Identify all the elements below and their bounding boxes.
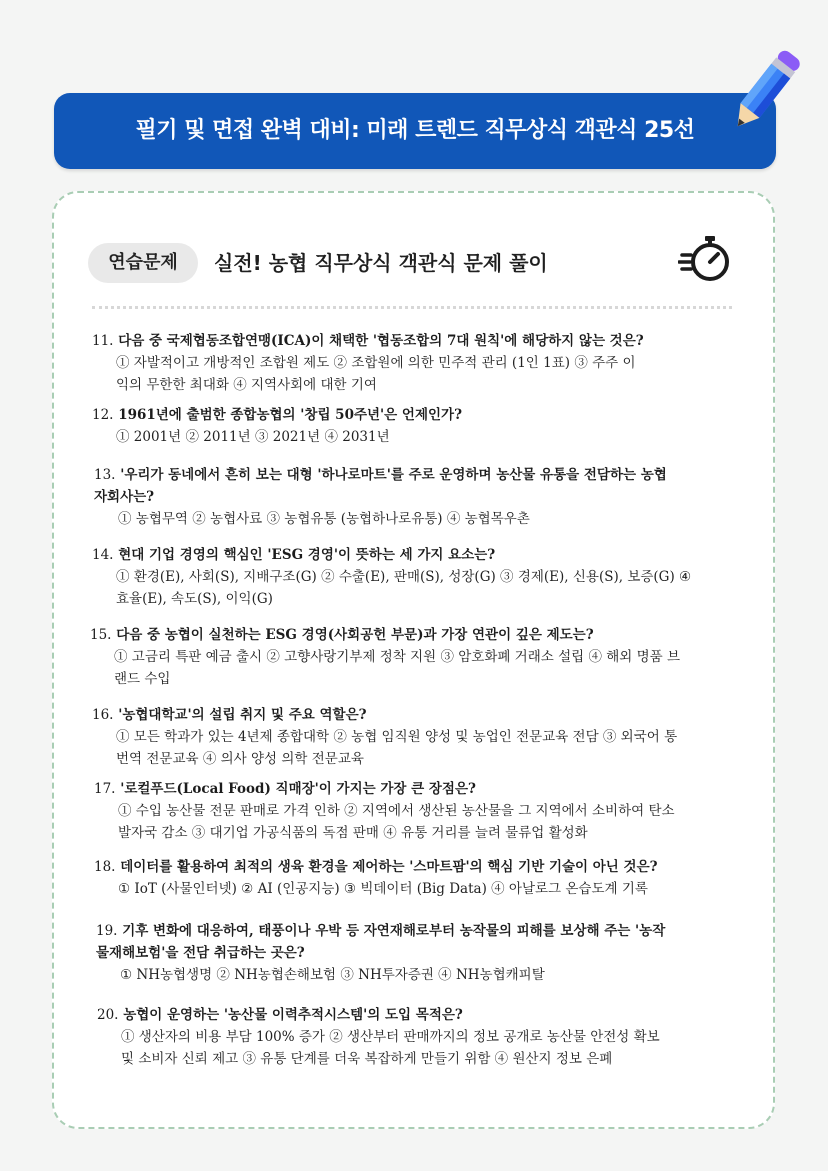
question-item (97, 1004, 660, 1070)
question-text (92, 404, 462, 426)
question-text (94, 464, 667, 508)
question-item (92, 404, 462, 448)
question-text (94, 856, 658, 878)
question-number: 19. (96, 923, 118, 939)
question-stem: '농협대학교'의 설립 취지 및 주요 역할은? (118, 707, 367, 723)
question-options: ① 환경(E), 사회(S), 지배구조(G) ② 수출(E), 판매(S), 성장(G) ③ 경제(E), 신용(S), 보증(G) ④ 효율(E), 속도(S), 이익(G) (116, 569, 692, 607)
question-text (92, 704, 677, 726)
page-title: 필기 및 면접 완벽 대비: 미래 트렌드 직무상식 객관식 25선 (135, 118, 695, 143)
section-divider (92, 306, 732, 309)
question-item (94, 856, 658, 900)
question-stem: 농협이 운영하는 '농산물 이력추적시스템'의 도입 목적은? (123, 1007, 463, 1023)
question-number: 12. (92, 407, 114, 423)
question-stem: '로컬푸드(Local Food) 직매장'이 가지는 가장 큰 장점은? (120, 781, 476, 797)
question-text (92, 330, 644, 352)
question-options: ① 자발적이고 개방적인 조합원 제도 ② 조합원에 의한 민주적 관리 (1인 1표) ③ 주주 이 익의 무한한 최대화 ④ 지역사회에 대한 기여 (116, 355, 636, 393)
question-stem: 다음 중 농협이 실천하는 ESG 경영(사회공헌 부문)과 가장 연관이 깊은 제도는? (116, 627, 594, 643)
question-number: 20. (97, 1007, 119, 1023)
question-item (96, 920, 665, 986)
question-item (94, 464, 667, 530)
question-number: 15. (90, 627, 112, 643)
question-text (96, 920, 665, 964)
question-number: 11. (92, 333, 114, 349)
question-stem: 데이터를 활용하여 최적의 생육 환경을 제어하는 '스마트팜'의 핵심 기반 기술이 아닌 것은? (120, 859, 658, 875)
question-item (92, 704, 677, 770)
section-title: 실전! 농협 직무상식 객관식 문제 풀이 (214, 251, 548, 275)
question-item (90, 624, 680, 690)
question-number: 14. (92, 547, 114, 563)
question-stem: '우리가 동네에서 흔히 보는 대형 '하나로마트'를 주로 운영하며 농산물 유통을 전담하는 농협 자회사는? (94, 467, 667, 505)
question-text (90, 624, 680, 646)
question-item (92, 544, 691, 610)
question-stem: 1961년에 출범한 종합농협의 '창립 50주년'은 언제인가? (118, 407, 463, 423)
question-text (92, 544, 691, 566)
question-options: ① NH농협생명 ② NH농협손해보험 ③ NH투자증권 ④ NH농협캐피탈 (120, 967, 545, 983)
question-text (97, 1004, 660, 1026)
question-text (94, 778, 675, 800)
question-options: ① 고금리 특판 예금 출시 ② 고향사랑기부제 정착 지원 ③ 암호화폐 거래소 설립 ④ 해외 명품 브 랜드 수입 (114, 649, 681, 687)
stopwatch-icon (678, 233, 732, 285)
section-tag: 연습문제 (88, 243, 198, 283)
question-number: 13. (94, 467, 116, 483)
pencil-icon (728, 40, 804, 140)
question-stem: 기후 변화에 대응하여, 태풍이나 우박 등 자연재해로부터 농작물의 피해를 보상해 주는 '농작 물재해보험'을 전담 취급하는 곳은? (96, 923, 666, 961)
question-options: ① 생산자의 비용 부담 100% 증가 ② 생산부터 판매까지의 정보 공개로 농산물 안전성 확보 및 소비자 신뢰 제고 ③ 유통 단계를 더욱 복잡하게 만들기 위함 ④ 원산지 정보 은폐 (121, 1029, 660, 1067)
question-number: 17. (94, 781, 116, 797)
question-options: ① 2001년 ② 2011년 ③ 2021년 ④ 2031년 (116, 429, 390, 445)
question-item (92, 330, 644, 396)
question-item (94, 778, 675, 844)
question-stem: 현대 기업 경영의 핵심인 'ESG 경영'이 뜻하는 세 가지 요소는? (118, 547, 496, 563)
question-options: ① 수입 농산물 전문 판매로 가격 인하 ② 지역에서 생산된 농산물을 그 지역에서 소비하여 탄소 발자국 감소 ③ 대기업 가공식품의 독점 판매 ④ 유통 거리를 늘려 물류업 활성화 (118, 803, 675, 841)
question-number: 18. (94, 859, 116, 875)
question-options: ① IoT (사물인터넷) ② AI (인공지능) ③ 빅데이터 (Big Data) ④ 아날로그 온습도계 기록 (118, 881, 648, 897)
question-options: ① 농협무역 ② 농협사료 ③ 농협유통 (농협하나로유통) ④ 농협목우촌 (118, 511, 530, 527)
title-banner (54, 93, 776, 169)
question-options: ① 모든 학과가 있는 4년제 종합대학 ② 농협 임직원 양성 및 농업인 전문교육 전담 ③ 외국어 통 번역 전문교육 ④ 의사 양성 의학 전문교육 (116, 729, 678, 767)
question-stem: 다음 중 국제협동조합연맹(ICA)이 채택한 '협동조합의 7대 원칙'에 해당하지 않는 것은? (118, 333, 644, 349)
question-number: 16. (92, 707, 114, 723)
